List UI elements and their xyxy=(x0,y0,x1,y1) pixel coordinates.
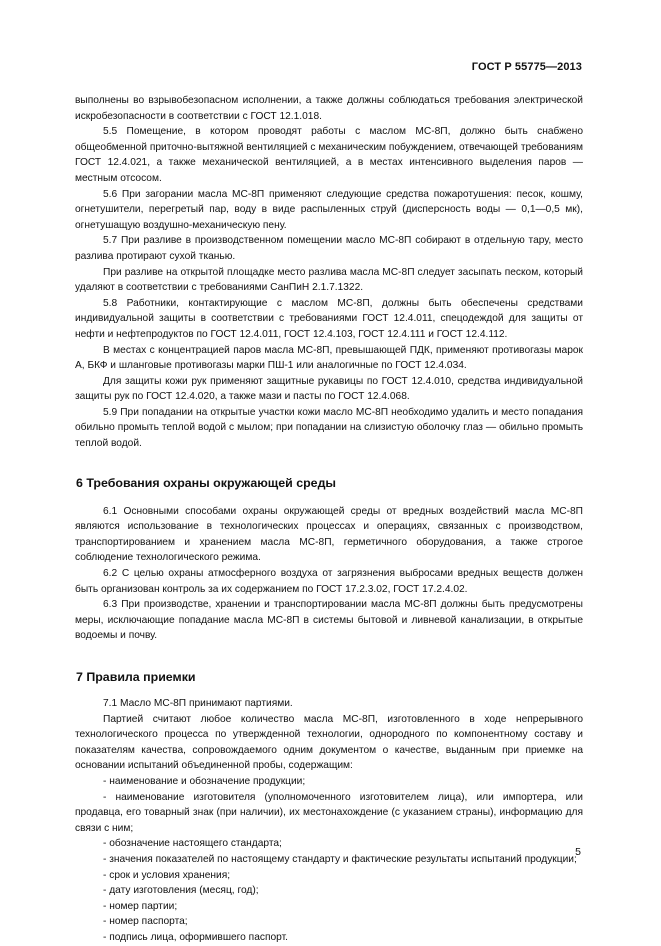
section-heading: 7 Правила приемки xyxy=(76,670,196,684)
paragraph: Для защиты кожи рук применяют защитные рукавицы по ГОСТ 12.4.010, средства индивидуальной защиты рук по ГОСТ 12.4.020, а также мази и пасты по ГОСТ 12.4.068. xyxy=(75,375,583,403)
paragraph: 5.8 Работники, контактирующие с маслом МС-8П, должны быть обеспечены средствами индивидуальной защиты в соответствии с требованиями ГОСТ 12.4.011, спецодеждой для защиты от нефти и нефтепродуктов по ГОСТ 12.4.011, ГОСТ 12.4.103, ГОСТ 12.4.111 и ГОСТ 12.4.112. xyxy=(75,297,583,340)
list-item: - дату изготовления (месяц, год); xyxy=(103,885,259,897)
paragraph: 5.9 При попадании на открытые участки кожи масло МС-8П необходимо удалить и место попадания обильно промыть теплой водой с мылом; при попадании на слизистую оболочку глаз — обильно промыть теплой водой. xyxy=(75,406,583,450)
paragraph: выполнены во взрывобезопасном исполнении, а также должны соблюдаться требования электрической искробезопасности в соответствии с ГОСТ 12.1.018. xyxy=(75,95,583,122)
section-heading: 6 Требования охраны окружающей среды xyxy=(76,475,337,490)
paragraph: 5.5 Помещение, в котором проводят работы с маслом МС-8П, должно быть снабжено общеобменной приточно-вытяжной вентиляцией с механическим побуждением, отвечающей требованиям ГОСТ 12.4.021, а также механической вентиляцией, а в местах интенсивного выделения паров — местным отсосом. xyxy=(75,126,583,184)
paragraph: 6.3 При производстве, хранении и транспортировании масла МС-8П должны быть предусмотрены меры, исключающие попадание масла МС-8П в системы бытовой и ливневой канализации, в открытые водоемы и почву. xyxy=(75,599,583,642)
paragraph: 6.1 Основными способами охраны окружающей среды от вредных воздействий масла МС-8П являются использование в технологических процессах и операциях, связанных с производством, транспортированием и хранением масла МС-8П, герметичного оборудования, а также строгое соблюдение технологического режима. xyxy=(75,505,583,564)
paragraph: 7.1 Масло МС-8П принимают партиями. xyxy=(103,698,293,709)
paragraph: Партией считают любое количество масла МС-8П, изготовленного в ходе непрерывного технологического процесса по утвержденной технологии, однородного по компонентному составу и показателям качества, сопровождаемого одним документом о качестве, выданным при приемке на основании испытаний объединенной пробы, содержащим: xyxy=(75,713,583,772)
list-item: - номер паспорта; xyxy=(103,916,188,928)
list-item: - срок и условия хранения; xyxy=(103,869,231,881)
document-header: ГОСТ Р 55775—2013 xyxy=(471,61,582,73)
document-body xyxy=(75,93,583,946)
paragraph: При разливе на открытой площадке место разлива масла МС-8П следует засыпать песком, который удаляют в соответствии с требованиями СанПиН 2.1.7.1322. xyxy=(75,266,583,294)
list-item: - обозначение настоящего стандарта; xyxy=(103,838,282,850)
list-item: - наименование изготовителя (уполномоченного изготовителем лица), или импортера, или продавца, его товарный знак (при наличии), их местонахождение (с указанием страны), информацию для связи с ним; xyxy=(75,791,583,834)
paragraph: 5.6 При загорании масла МС-8П применяют следующие средства пожаротушения: песок, кошму, огнетушители, перегретый пар, воду в виде распыленных струй (дисперсность воды — 0,1—0,5 мк), огнетушащую воздушно-механическую пену. xyxy=(75,188,583,231)
paragraph: В местах с концентрацией паров масла МС-8П, превышающей ПДК, применяют противогазы марок А, БКФ и шланговые противогазы марки ПШ-1 или аналогичные по ГОСТ 12.4.034. xyxy=(75,344,583,372)
paragraph: 6.2 С целью охраны атмосферного воздуха от загрязнения выбросами вредных веществ должен быть организован контроль за их содержанием по ГОСТ 17.2.3.02, ГОСТ 17.2.4.02. xyxy=(75,568,583,595)
list-item: - наименование и обозначение продукции; xyxy=(103,775,306,787)
list-item: - значения показателей по настоящему стандарту и фактические результаты испытаний продукции; xyxy=(103,853,577,865)
page-number: 5 xyxy=(575,846,581,858)
paragraph: 5.7 При разливе в производственном помещении масло МС-8П собирают в отдельную тару, место разлива протирают сухой тканью. xyxy=(75,235,583,262)
list-item: - номер партии; xyxy=(103,900,178,912)
list-item: - подпись лица, оформившего паспорт. xyxy=(103,931,288,943)
